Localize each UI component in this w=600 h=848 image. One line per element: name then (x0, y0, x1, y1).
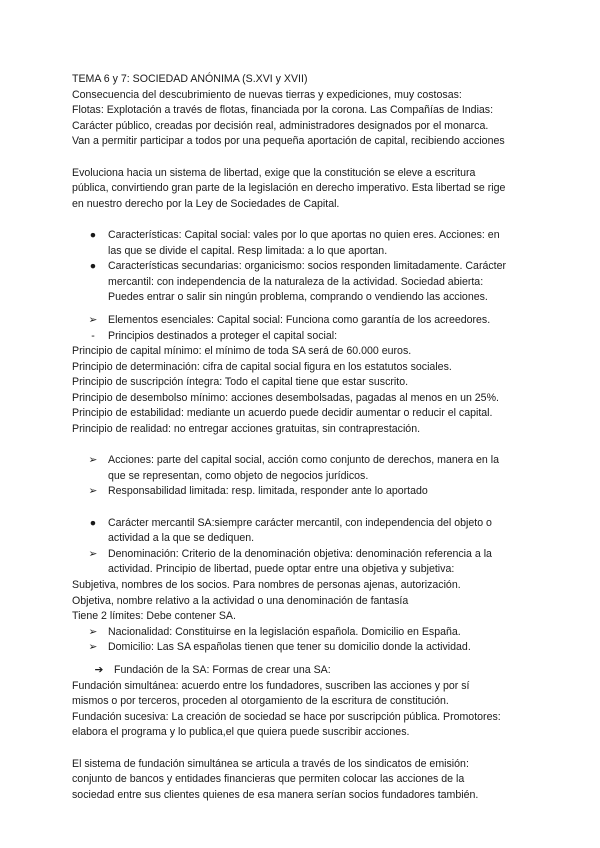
document-page (72, 72, 542, 803)
denomination-line: Objetiva, nombre relativo a la actividad o una denominación de fantasía (72, 594, 409, 607)
list-item (88, 313, 542, 329)
list-item-line: Acciones: parte del capital social, acción como conjunto de derechos, manera en la (108, 454, 500, 467)
bullet-marker: ● (89, 260, 97, 273)
list-item-line: actividad. Principio de libertad, puede optar entre una objetiva y subjetiva: (108, 563, 455, 576)
arrow-marker: ➢ (88, 313, 98, 326)
intro-line: Carácter público, creadas por decisión real, administradores designados por el monarca. (72, 119, 489, 132)
arrow-marker: ➔ (94, 663, 104, 676)
foundation-line: elabora el programa y lo publica,el que quiera puede suscribir acciones. (72, 726, 410, 739)
evolution-line: Evoluciona hacia un sistema de libertad, exige que la constitución se eleve a escritura (72, 166, 476, 179)
list-item-line: Fundación de la SA: Formas de crear una SA: (114, 663, 331, 676)
list-item (88, 640, 542, 656)
list-item-line: las que se divide el capital. Resp limitada: a lo que aportan. (108, 244, 388, 257)
list-item (88, 259, 542, 306)
list-item (88, 484, 542, 500)
list-item-line: Denominación: Criterio de la denominación objetiva: denominación referencia a la (108, 547, 492, 560)
dash-marker: - (91, 329, 95, 342)
principle-line: Principio de capital mínimo: el mínimo de toda SA será de 60.000 euros. (72, 345, 412, 358)
principle-line: Principio de estabilidad: mediante un acuerdo puede decidir aumentar o reducir el capital. (72, 407, 493, 420)
document-title: TEMA 6 y 7: SOCIEDAD ANÓNIMA (S.XVI y XVII) (72, 73, 308, 85)
list-item-line: Nacionalidad: Constituirse en la legislación española. Domicilio en España. (108, 625, 461, 638)
list-item-line: mercantil: con independencia de la naturaleza de la actividad. Sociedad abierta: (108, 275, 484, 288)
principle-line: Principio de desembolso mínimo: acciones desembolsadas, pagadas al menos en un 25%. (72, 391, 499, 404)
closing-line: El sistema de fundación simultánea se articula a través de los sindicatos de emisión: (72, 757, 469, 770)
intro-line: Flotas: Explotación a través de flotas, financiada por la corona. Las Compañías de Indias: (72, 104, 494, 117)
list-item-line: Principios destinados a proteger el capital social: (108, 329, 338, 342)
list-item-line: Domicilio: Las SA españolas tienen que tener su domicilio donde la actividad. (108, 641, 471, 654)
list-item-line: actividad a la que se dediquen. (108, 532, 255, 545)
list-item (88, 228, 542, 259)
list-item-line: Responsabilidad limitada: resp. limitada, responder ante lo aportado (108, 485, 428, 498)
list-item (88, 453, 542, 484)
list-item-line: Características secundarias: organicismo: socios responden limitadamente. Carácter (108, 260, 507, 273)
closing-line: sociedad entre sus clientes quienes de esa manera serían socios fundadores también. (72, 788, 479, 801)
foundation-line: mismos o por terceros, proceden al otorgamiento de la escritura de constitución. (72, 695, 449, 708)
list-item-line: Puedes entrar o salir sin ningún problema, comprando o vendiendo las acciones. (108, 291, 488, 304)
arrow-marker: ➢ (88, 454, 98, 467)
list-item (88, 625, 542, 641)
list-item (94, 663, 542, 679)
list-item-line: Características: Capital social: vales por lo que aportas no quien eres. Acciones: en (108, 228, 500, 241)
intro-line: Van a permitir participar a todos por una pequeña aportación de capital, recibiendo acciones (72, 135, 505, 148)
list-item (88, 329, 542, 345)
evolution-line: pública, convirtiendo gran parte de la legislación en derecho imperativo. Esta libertad se rige (72, 182, 506, 195)
evolution-line: en nuestro derecho por la Ley de Sociedades de Capital. (72, 197, 340, 210)
arrow-marker: ➢ (88, 485, 98, 498)
list-item (88, 516, 542, 547)
foundation-line: Fundación sucesiva: La creación de sociedad se hace por suscripción pública. Promotores: (72, 710, 501, 723)
principle-line: Principio de realidad: no entregar acciones gratuitas, sin contraprestación. (72, 423, 421, 436)
principle-line: Principio de suscripción íntegra: Todo el capital tiene que estar suscrito. (72, 376, 409, 389)
principle-line: Principio de determinación: cifra de capital social figura en los estatutos sociales. (72, 360, 452, 373)
denomination-line: Subjetiva, nombres de los socios. Para nombres de personas ajenas, autorización. (72, 579, 461, 591)
denomination-line: Tiene 2 límites: Debe contener SA. (72, 610, 236, 623)
bullet-marker: ● (89, 228, 97, 241)
closing-line: conjunto de bancos y entidades financieras que permiten colocar las acciones de la (72, 773, 465, 786)
foundation-line: Fundación simultánea: acuerdo entre los fundadores, suscriben las acciones y por sí (72, 679, 470, 692)
list-item-line: que se representan, como objeto de negocios jurídicos. (108, 469, 369, 482)
bullet-marker: ● (89, 516, 97, 529)
arrow-marker: ➢ (88, 547, 98, 560)
list-item (88, 547, 542, 578)
list-item-line: Carácter mercantil SA:siempre carácter mercantil, con independencia del objeto o (108, 516, 492, 529)
arrow-marker: ➢ (88, 625, 98, 638)
intro-line: Consecuencia del descubrimiento de nuevas tierras y expediciones, muy costosas: (72, 88, 462, 101)
arrow-marker: ➢ (88, 641, 98, 654)
list-item-line: Elementos esenciales: Capital social: Funciona como garantía de los acreedores. (108, 313, 491, 326)
